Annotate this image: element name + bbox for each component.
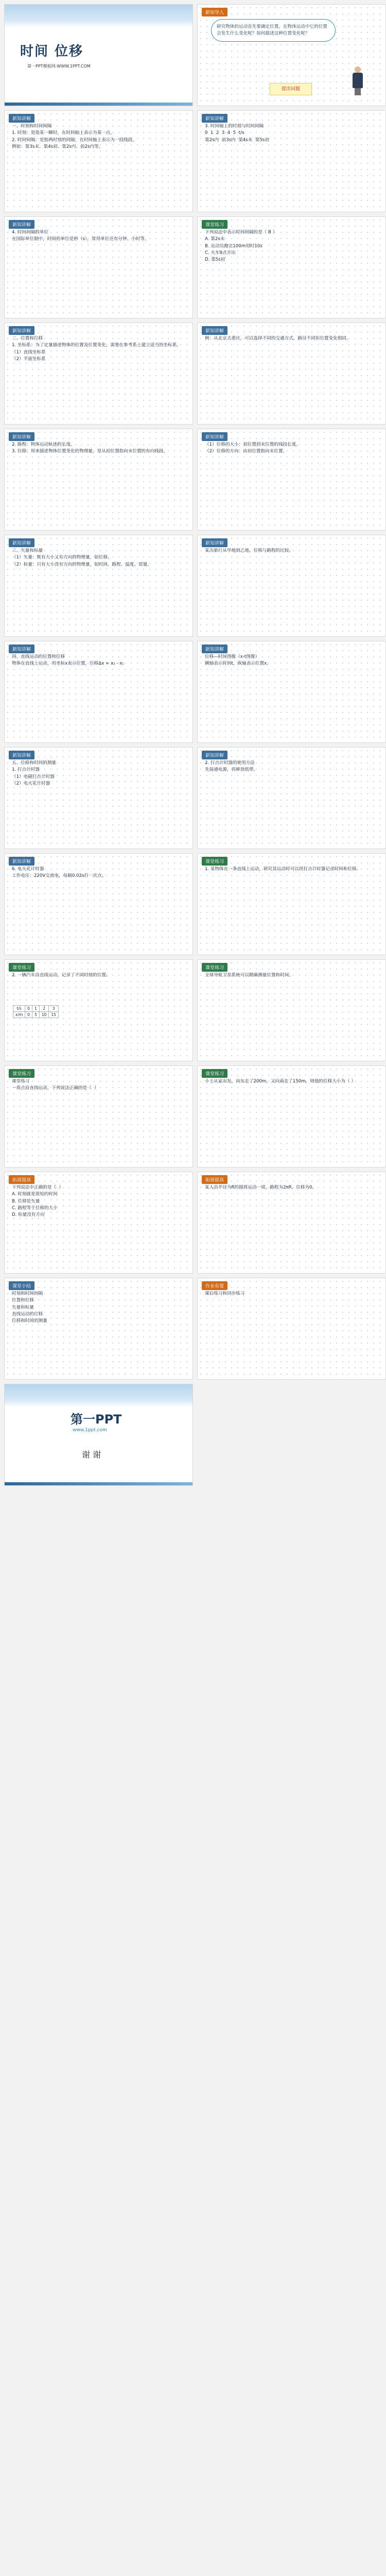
cover-strip bbox=[5, 103, 192, 106]
slide-tag: 新知讲解 bbox=[202, 326, 227, 335]
cover-footer: 第一PPT模板网-WWW.1PPT.COM bbox=[27, 64, 91, 69]
slide-tag: 新知讲解 bbox=[9, 114, 34, 123]
slide-24 bbox=[197, 1278, 386, 1380]
slide-text: 1. 某物体在一条直线上运动，研究其运动时可以用打点计时器记录时间和位移。 bbox=[205, 867, 361, 872]
slide-17 bbox=[4, 959, 193, 1061]
slide-text: 例：从北京去重庆，可以选择不同的交通方式，路径不同但位置变化相同。 bbox=[205, 336, 351, 341]
slide-text: 下列说法中正确的是（ ） A. 时刻就是很短的时间 B. 位移是矢量 C. 路程等于位移的大小 D. 标量没有方向 bbox=[12, 1185, 63, 1218]
slide-6 bbox=[197, 323, 386, 425]
cover-wave bbox=[5, 5, 192, 27]
slide-text: 时刻和时间间隔 位置和位移 矢量和标量 直线运动的位移 位移和时间的测量 bbox=[12, 1291, 47, 1324]
slide-3 bbox=[4, 216, 193, 318]
thanks-text: 谢 谢 bbox=[82, 1450, 101, 1460]
slide-7 bbox=[4, 429, 193, 531]
slide-20 bbox=[197, 1065, 386, 1167]
slide-22 bbox=[197, 1172, 386, 1274]
slide-15 bbox=[4, 853, 193, 955]
question-title: 提出问题 bbox=[281, 87, 300, 92]
slide-tag: 新知讲解 bbox=[9, 538, 34, 547]
slide-12 bbox=[197, 641, 386, 743]
slide-19 bbox=[4, 1065, 193, 1167]
slide-tag: 新知讲解 bbox=[202, 645, 227, 653]
slide-21 bbox=[4, 1172, 193, 1274]
slide-16 bbox=[197, 853, 386, 955]
brand-logo: 第一PPT bbox=[71, 1412, 122, 1427]
slide-text: 3. 时间轴上的时刻与时间间隔 0 1 2 3 4 5 t/s 第2s内 前3s内 第4s末 第5s初 bbox=[205, 124, 269, 143]
slide-text: 4. 时间间隔的单位 在国际单位制中，时间的单位是秒（s），常用单位还有分钟、小时等。 bbox=[12, 230, 149, 242]
slide-10 bbox=[197, 535, 386, 637]
slide-tag: 新知讲解 bbox=[202, 751, 227, 759]
slide-tag: 课堂练习 bbox=[202, 1069, 227, 1078]
slide-4 bbox=[197, 216, 386, 318]
slide-tag: 新知讲解 bbox=[202, 114, 227, 123]
slide-text: （1）位移的大小：初位置到末位置的线段长度。 （2）位移的方向：由初位置指向末位置。 bbox=[205, 442, 301, 454]
slide-tag: 新知讲解 bbox=[9, 326, 34, 335]
slide-text: 二、位置和位移 1. 坐标系：为了定量描述物体的位置及位置变化，需要在参考系上建立适当的坐标系。 （1）直线坐标系 （2）平面坐标系 bbox=[12, 336, 181, 362]
slide-text: 2. 路程：物体运动轨迹的长度。 3. 位移：用来描述物体位置变化的物理量，是从初位置指向末位置的有向线段。 bbox=[12, 442, 168, 454]
slide-18 bbox=[197, 959, 386, 1061]
slide-text: 位移—时间图像（x-t图像） 横轴表示时间t，纵轴表示位置x。 bbox=[205, 654, 271, 667]
ending-wave bbox=[5, 1384, 192, 1407]
slide-text: 课堂练习 一质点沿直线运动，下列说法正确的是（ ） bbox=[12, 1079, 99, 1091]
slide-text: 一、时刻和时间间隔 1. 时刻：是指某一瞬时，在时间轴上表示为某一点。 2. 时间间隔：是指两时刻的间隔，在时间轴上表示为一段线段。 例如：第3s末、第4s初、第2s内、前2s内等。 bbox=[12, 124, 137, 149]
intro-cloud: 研究物体的运动首先要确定位置，在物体运动中它的位置会发生什么变化呢？如何描述这种位置变化呢？ bbox=[211, 19, 336, 42]
slide-text: 五、位移和时间的测量 1. 打点计时器 （1）电磁打点计时器 （2）电火花计时器 bbox=[12, 760, 56, 786]
question-note bbox=[270, 83, 312, 95]
slide-tag: 新知导入 bbox=[202, 8, 227, 16]
slide-11 bbox=[4, 641, 193, 743]
slide-text: 6. 电火花计时器 工作电压：220V交流电，每隔0.02s打一次点。 bbox=[12, 867, 107, 879]
slide-tag: 新知讲解 bbox=[202, 432, 227, 441]
slide-5 bbox=[4, 323, 193, 425]
slide-tag: 课堂练习 bbox=[202, 963, 227, 972]
slide-tag: 课堂练习 bbox=[202, 857, 227, 866]
slide-tag: 课堂练习 bbox=[202, 220, 227, 229]
ending-strip bbox=[5, 1482, 192, 1485]
slide-14 bbox=[197, 747, 386, 849]
page-title: 时间 位移 bbox=[20, 44, 84, 59]
slide-9 bbox=[4, 535, 193, 637]
slide-tag: 课堂练习 bbox=[9, 963, 34, 972]
cover-slide bbox=[4, 4, 193, 106]
slide-text: 2. 打点计时器的使用方法 先接通电源，再释放纸带。 bbox=[205, 760, 258, 773]
slide-tag: 新知讲解 bbox=[9, 220, 34, 229]
slide-tag: 课堂小结 bbox=[9, 1281, 34, 1290]
slide-tag: 新知讲解 bbox=[9, 857, 34, 866]
slide-tag: 课堂练习 bbox=[9, 1069, 34, 1078]
slide-text: 小王从家出发，向东走了200m，又向南走了150m，则他的位移大小为（ ） bbox=[205, 1079, 356, 1084]
slide-1 bbox=[4, 110, 193, 212]
slide-23 bbox=[4, 1278, 193, 1380]
slide-tag: 拓展提高 bbox=[9, 1175, 34, 1184]
slide-text: 某人沿半径为R的圆周运动一周，路程为2πR，位移为0。 bbox=[205, 1185, 317, 1190]
slide-text: 课后练习和同步练习 bbox=[205, 1291, 245, 1296]
slide-text: 2. 一辆汽车沿直线运动，记录了不同时刻的位置。 bbox=[12, 973, 111, 978]
teacher-figure bbox=[350, 66, 365, 95]
slide-text: 四、直线运动的位置和位移 物体在直线上运动，用坐标x表示位置，位移Δx = x₂ - x₁ bbox=[12, 654, 124, 667]
ending-slide bbox=[4, 1384, 193, 1486]
position-table: t/s 0 1 2 3 x/m 0 5 10 15 bbox=[13, 1005, 59, 1018]
brand-url: www.1ppt.com bbox=[73, 1428, 107, 1433]
slide-text: 全球导航卫星系统可以精确测量位置和时间。 bbox=[205, 973, 293, 978]
slide-tag: 新知讲解 bbox=[9, 645, 34, 653]
slide-tag: 作业布置 bbox=[202, 1281, 227, 1290]
slide-intro bbox=[197, 4, 386, 106]
slide-2 bbox=[197, 110, 386, 212]
slide-tag: 新知讲解 bbox=[9, 751, 34, 759]
slide-13 bbox=[4, 747, 193, 849]
slide-tag: 拓展提高 bbox=[202, 1175, 227, 1184]
slide-text: 三、矢量和标量 （1）矢量：既有大小又有方向的物理量，如位移。 （2）标量：只有大小没有方向的物理量，如时间、路程、温度、质量。 bbox=[12, 548, 152, 567]
slide-text: 某次旅行从甲地到乙地，位移与路程的比较。 bbox=[205, 548, 293, 553]
slide-tag: 新知讲解 bbox=[9, 432, 34, 441]
slide-tag: 新知讲解 bbox=[202, 538, 227, 547]
slide-text: 下列说法中表示时间间隔的是（ B ） A. 第2s末 B. 运动员跑完100m用时10s C. 火车8点开出 D. 第5s初 bbox=[205, 230, 277, 263]
slide-8 bbox=[197, 429, 386, 531]
